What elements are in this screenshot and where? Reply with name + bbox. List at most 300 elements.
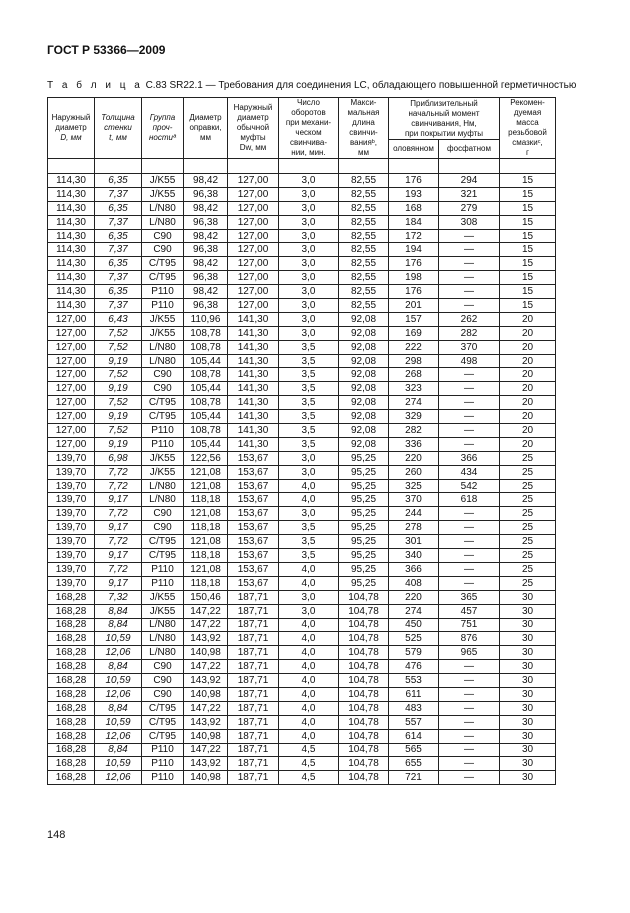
cell-dope-mass: 30 bbox=[500, 715, 556, 729]
cell-torque-tin: 274 bbox=[389, 396, 439, 410]
cell-torque-phosphate: — bbox=[439, 562, 500, 576]
cell-makeup-length: 104,78 bbox=[339, 757, 389, 771]
cell-torque-phosphate: 262 bbox=[439, 312, 500, 326]
cell-torque-phosphate: — bbox=[439, 521, 500, 535]
cell-torque-tin: 557 bbox=[389, 715, 439, 729]
cell-strength-group: C90 bbox=[142, 368, 184, 382]
cell-turns: 3,0 bbox=[279, 174, 339, 188]
cell-coupling-diameter: 187,71 bbox=[228, 674, 279, 688]
cell-drift-diameter: 108,78 bbox=[184, 368, 228, 382]
cell-turns: 3,0 bbox=[279, 465, 339, 479]
cell-torque-phosphate: — bbox=[439, 743, 500, 757]
cell-turns: 3,5 bbox=[279, 368, 339, 382]
cell-turns: 4,0 bbox=[279, 479, 339, 493]
cell-wall-thickness: 6,35 bbox=[95, 285, 142, 299]
cell-turns: 3,0 bbox=[279, 285, 339, 299]
cell-torque-phosphate: 308 bbox=[439, 215, 500, 229]
cell-makeup-length: 95,25 bbox=[339, 549, 389, 563]
cell-torque-tin: 278 bbox=[389, 521, 439, 535]
cell-makeup-length: 95,25 bbox=[339, 493, 389, 507]
cell-drift-diameter: 140,98 bbox=[184, 646, 228, 660]
cell-turns: 3,5 bbox=[279, 396, 339, 410]
table-row bbox=[48, 437, 556, 451]
table-row bbox=[48, 257, 556, 271]
cell-drift-diameter: 147,22 bbox=[184, 743, 228, 757]
cell-strength-group: C90 bbox=[142, 229, 184, 243]
col-header-makeup-length: Макси- мальная длина свинчи- ванияᵇ, мм bbox=[339, 98, 389, 159]
table-row bbox=[48, 701, 556, 715]
cell-drift-diameter: 96,38 bbox=[184, 243, 228, 257]
cell-drift-diameter: 121,08 bbox=[184, 535, 228, 549]
cell-turns: 4,0 bbox=[279, 701, 339, 715]
cell-strength-group: P110 bbox=[142, 771, 184, 785]
page-number: 148 bbox=[47, 829, 66, 841]
cell-wall-thickness: 10,59 bbox=[95, 715, 142, 729]
cell-drift-diameter: 110,96 bbox=[184, 312, 228, 326]
cell-coupling-diameter: 127,00 bbox=[228, 201, 279, 215]
cell-makeup-length: 92,08 bbox=[339, 382, 389, 396]
cell-torque-tin: 340 bbox=[389, 549, 439, 563]
cell-turns: 3,0 bbox=[279, 243, 339, 257]
cell-torque-tin: 366 bbox=[389, 562, 439, 576]
table-row bbox=[48, 493, 556, 507]
cell-torque-phosphate: — bbox=[439, 507, 500, 521]
cell-torque-tin: 450 bbox=[389, 618, 439, 632]
cell-drift-diameter: 108,78 bbox=[184, 326, 228, 340]
cell-dope-mass: 20 bbox=[500, 410, 556, 424]
cell-wall-thickness: 6,35 bbox=[95, 201, 142, 215]
cell-makeup-length: 95,25 bbox=[339, 576, 389, 590]
cell-torque-phosphate: 282 bbox=[439, 326, 500, 340]
cell-wall-thickness: 9,17 bbox=[95, 576, 142, 590]
cell-dope-mass: 15 bbox=[500, 271, 556, 285]
cell-wall-thickness: 7,37 bbox=[95, 215, 142, 229]
cell-dope-mass: 25 bbox=[500, 479, 556, 493]
cell-wall-thickness: 7,72 bbox=[95, 465, 142, 479]
cell-turns: 3,5 bbox=[279, 437, 339, 451]
cell-drift-diameter: 147,22 bbox=[184, 618, 228, 632]
cell-outer-diameter: 114,30 bbox=[48, 243, 95, 257]
cell-torque-phosphate: 321 bbox=[439, 187, 500, 201]
cell-wall-thickness: 9,17 bbox=[95, 549, 142, 563]
cell-coupling-diameter: 187,71 bbox=[228, 729, 279, 743]
table-row bbox=[48, 326, 556, 340]
cell-torque-tin: 298 bbox=[389, 354, 439, 368]
cell-outer-diameter: 168,28 bbox=[48, 687, 95, 701]
cell-coupling-diameter: 187,71 bbox=[228, 590, 279, 604]
cell-wall-thickness: 6,35 bbox=[95, 229, 142, 243]
cell-coupling-diameter: 141,30 bbox=[228, 326, 279, 340]
cell-turns: 3,5 bbox=[279, 382, 339, 396]
cell-drift-diameter: 108,78 bbox=[184, 340, 228, 354]
cell-torque-tin: 268 bbox=[389, 368, 439, 382]
cell-outer-diameter: 139,70 bbox=[48, 535, 95, 549]
cell-outer-diameter: 139,70 bbox=[48, 507, 95, 521]
cell-dope-mass: 15 bbox=[500, 174, 556, 188]
cell-coupling-diameter: 141,30 bbox=[228, 368, 279, 382]
cell-makeup-length: 82,55 bbox=[339, 174, 389, 188]
cell-makeup-length: 104,78 bbox=[339, 646, 389, 660]
cell-torque-phosphate: — bbox=[439, 229, 500, 243]
cell-coupling-diameter: 141,30 bbox=[228, 396, 279, 410]
cell-strength-group: J/K55 bbox=[142, 326, 184, 340]
col-header-turns: Число оборотов при механи- ческом свинчива- нии, мин. bbox=[279, 98, 339, 159]
cell-strength-group: P110 bbox=[142, 285, 184, 299]
cell-outer-diameter: 127,00 bbox=[48, 312, 95, 326]
cell-torque-tin: 157 bbox=[389, 312, 439, 326]
table-row bbox=[48, 687, 556, 701]
cell-strength-group: P110 bbox=[142, 299, 184, 313]
cell-torque-phosphate: 457 bbox=[439, 604, 500, 618]
cell-torque-phosphate: 965 bbox=[439, 646, 500, 660]
cell-torque-tin: 476 bbox=[389, 660, 439, 674]
cell-strength-group: C90 bbox=[142, 687, 184, 701]
cell-outer-diameter: 168,28 bbox=[48, 632, 95, 646]
cell-wall-thickness: 7,52 bbox=[95, 424, 142, 438]
table-row bbox=[48, 743, 556, 757]
cell-turns: 4,0 bbox=[279, 576, 339, 590]
cell-makeup-length: 92,08 bbox=[339, 326, 389, 340]
cell-outer-diameter: 139,70 bbox=[48, 562, 95, 576]
cell-makeup-length: 82,55 bbox=[339, 215, 389, 229]
cell-wall-thickness: 8,84 bbox=[95, 618, 142, 632]
cell-makeup-length: 104,78 bbox=[339, 715, 389, 729]
cell-dope-mass: 25 bbox=[500, 507, 556, 521]
cell-outer-diameter: 168,28 bbox=[48, 729, 95, 743]
cell-coupling-diameter: 187,71 bbox=[228, 701, 279, 715]
cell-wall-thickness: 7,52 bbox=[95, 326, 142, 340]
cell-turns: 3,0 bbox=[279, 299, 339, 313]
cell-wall-thickness: 10,59 bbox=[95, 632, 142, 646]
cell-drift-diameter: 121,08 bbox=[184, 507, 228, 521]
cell-torque-phosphate: 294 bbox=[439, 174, 500, 188]
cell-dope-mass: 20 bbox=[500, 326, 556, 340]
cell-torque-tin: 323 bbox=[389, 382, 439, 396]
table-row bbox=[48, 229, 556, 243]
cell-turns: 4,0 bbox=[279, 562, 339, 576]
cell-torque-tin: 169 bbox=[389, 326, 439, 340]
cell-torque-phosphate: — bbox=[439, 243, 500, 257]
table-body bbox=[48, 159, 556, 785]
cell-wall-thickness: 8,84 bbox=[95, 701, 142, 715]
col-header-coupling-diameter: Наружный диаметр обычной муфты Dw, мм bbox=[228, 98, 279, 159]
cell-strength-group: C/T95 bbox=[142, 535, 184, 549]
cell-dope-mass: 30 bbox=[500, 618, 556, 632]
cell-drift-diameter: 118,18 bbox=[184, 576, 228, 590]
table-row bbox=[48, 243, 556, 257]
cell-outer-diameter: 114,30 bbox=[48, 285, 95, 299]
cell-drift-diameter: 105,44 bbox=[184, 354, 228, 368]
cell-outer-diameter: 127,00 bbox=[48, 410, 95, 424]
cell-torque-tin: 244 bbox=[389, 507, 439, 521]
cell-turns: 3,0 bbox=[279, 187, 339, 201]
table-row bbox=[48, 340, 556, 354]
cell-dope-mass: 20 bbox=[500, 354, 556, 368]
cell-outer-diameter: 139,70 bbox=[48, 576, 95, 590]
cell-dope-mass: 25 bbox=[500, 535, 556, 549]
cell-torque-phosphate: 751 bbox=[439, 618, 500, 632]
cell-dope-mass: 15 bbox=[500, 201, 556, 215]
table-row bbox=[48, 312, 556, 326]
cell-torque-tin: 201 bbox=[389, 299, 439, 313]
cell-wall-thickness: 9,17 bbox=[95, 493, 142, 507]
cell-torque-tin: 176 bbox=[389, 257, 439, 271]
cell-dope-mass: 15 bbox=[500, 299, 556, 313]
cell-drift-diameter: 96,38 bbox=[184, 299, 228, 313]
cell-dope-mass: 30 bbox=[500, 743, 556, 757]
cell-turns: 3,0 bbox=[279, 507, 339, 521]
cell-outer-diameter: 168,28 bbox=[48, 715, 95, 729]
caption-prefix: Т а б л и ц а bbox=[47, 80, 143, 91]
cell-torque-phosphate: — bbox=[439, 535, 500, 549]
cell-dope-mass: 30 bbox=[500, 687, 556, 701]
cell-torque-phosphate: — bbox=[439, 549, 500, 563]
cell-outer-diameter: 139,70 bbox=[48, 521, 95, 535]
cell-drift-diameter: 143,92 bbox=[184, 632, 228, 646]
cell-wall-thickness: 9,19 bbox=[95, 437, 142, 451]
cell-wall-thickness: 6,43 bbox=[95, 312, 142, 326]
cell-drift-diameter: 147,22 bbox=[184, 604, 228, 618]
cell-strength-group: J/K55 bbox=[142, 187, 184, 201]
cell-coupling-diameter: 153,67 bbox=[228, 562, 279, 576]
cell-wall-thickness: 7,52 bbox=[95, 368, 142, 382]
cell-strength-group: C/T95 bbox=[142, 715, 184, 729]
cell-strength-group: C90 bbox=[142, 660, 184, 674]
cell-torque-phosphate: — bbox=[439, 771, 500, 785]
cell-makeup-length: 95,25 bbox=[339, 465, 389, 479]
cell-coupling-diameter: 127,00 bbox=[228, 257, 279, 271]
cell-coupling-diameter: 187,71 bbox=[228, 757, 279, 771]
cell-makeup-length: 82,55 bbox=[339, 285, 389, 299]
table-row bbox=[48, 729, 556, 743]
cell-wall-thickness: 7,37 bbox=[95, 187, 142, 201]
cell-strength-group: C/T95 bbox=[142, 410, 184, 424]
caption-text: C.83 SR22.1 — Требования для соединения LC, обладающего повышенной герметичностью bbox=[145, 80, 577, 91]
cell-turns: 3,0 bbox=[279, 312, 339, 326]
cell-makeup-length: 82,55 bbox=[339, 299, 389, 313]
cell-torque-tin: 655 bbox=[389, 757, 439, 771]
cell-outer-diameter: 168,28 bbox=[48, 618, 95, 632]
cell-outer-diameter: 114,30 bbox=[48, 201, 95, 215]
cell-torque-tin: 525 bbox=[389, 632, 439, 646]
table-row bbox=[48, 451, 556, 465]
cell-makeup-length: 95,25 bbox=[339, 535, 389, 549]
cell-torque-tin: 274 bbox=[389, 604, 439, 618]
cell-torque-tin: 325 bbox=[389, 479, 439, 493]
table-row bbox=[48, 618, 556, 632]
cell-dope-mass: 20 bbox=[500, 382, 556, 396]
cell-torque-tin: 198 bbox=[389, 271, 439, 285]
cell-turns: 3,5 bbox=[279, 354, 339, 368]
cell-drift-diameter: 105,44 bbox=[184, 410, 228, 424]
cell-drift-diameter: 121,08 bbox=[184, 465, 228, 479]
cell-dope-mass: 30 bbox=[500, 701, 556, 715]
table-row bbox=[48, 771, 556, 785]
col-header-phosphate-coating: фосфатном bbox=[439, 140, 500, 159]
cell-turns: 4,0 bbox=[279, 674, 339, 688]
cell-drift-diameter: 98,42 bbox=[184, 285, 228, 299]
cell-wall-thickness: 7,72 bbox=[95, 535, 142, 549]
cell-makeup-length: 82,55 bbox=[339, 229, 389, 243]
cell-torque-tin: 565 bbox=[389, 743, 439, 757]
cell-coupling-diameter: 187,71 bbox=[228, 715, 279, 729]
cell-wall-thickness: 7,32 bbox=[95, 590, 142, 604]
cell-outer-diameter: 139,70 bbox=[48, 479, 95, 493]
cell-coupling-diameter: 127,00 bbox=[228, 285, 279, 299]
cell-turns: 4,5 bbox=[279, 771, 339, 785]
table-row bbox=[48, 549, 556, 563]
table-row bbox=[48, 465, 556, 479]
cell-outer-diameter: 168,28 bbox=[48, 743, 95, 757]
cell-dope-mass: 20 bbox=[500, 312, 556, 326]
cell-torque-tin: 220 bbox=[389, 451, 439, 465]
cell-drift-diameter: 98,42 bbox=[184, 174, 228, 188]
table-row bbox=[48, 535, 556, 549]
cell-drift-diameter: 121,08 bbox=[184, 562, 228, 576]
cell-strength-group: C/T95 bbox=[142, 257, 184, 271]
cell-dope-mass: 25 bbox=[500, 465, 556, 479]
cell-dope-mass: 25 bbox=[500, 549, 556, 563]
cell-wall-thickness: 8,84 bbox=[95, 604, 142, 618]
cell-coupling-diameter: 141,30 bbox=[228, 410, 279, 424]
cell-wall-thickness: 7,37 bbox=[95, 271, 142, 285]
cell-drift-diameter: 118,18 bbox=[184, 549, 228, 563]
cell-torque-phosphate: — bbox=[439, 757, 500, 771]
cell-strength-group: L/N80 bbox=[142, 646, 184, 660]
table-row bbox=[48, 271, 556, 285]
cell-torque-phosphate: — bbox=[439, 729, 500, 743]
cell-strength-group: L/N80 bbox=[142, 215, 184, 229]
cell-turns: 3,5 bbox=[279, 535, 339, 549]
cell-makeup-length: 92,08 bbox=[339, 368, 389, 382]
cell-coupling-diameter: 153,67 bbox=[228, 479, 279, 493]
table-row bbox=[48, 354, 556, 368]
cell-coupling-diameter: 153,67 bbox=[228, 465, 279, 479]
cell-dope-mass: 30 bbox=[500, 646, 556, 660]
cell-coupling-diameter: 127,00 bbox=[228, 187, 279, 201]
table-row bbox=[48, 215, 556, 229]
cell-torque-phosphate: 366 bbox=[439, 451, 500, 465]
cell-dope-mass: 15 bbox=[500, 285, 556, 299]
cell-torque-phosphate: — bbox=[439, 424, 500, 438]
cell-makeup-length: 104,78 bbox=[339, 701, 389, 715]
cell-coupling-diameter: 141,30 bbox=[228, 382, 279, 396]
cell-dope-mass: 30 bbox=[500, 674, 556, 688]
cell-wall-thickness: 6,35 bbox=[95, 174, 142, 188]
table-row bbox=[48, 201, 556, 215]
cell-torque-phosphate: — bbox=[439, 285, 500, 299]
cell-turns: 3,5 bbox=[279, 424, 339, 438]
cell-turns: 3,0 bbox=[279, 257, 339, 271]
cell-torque-tin: 408 bbox=[389, 576, 439, 590]
cell-outer-diameter: 139,70 bbox=[48, 465, 95, 479]
document-header: ГОСТ Р 53366—2009 bbox=[47, 43, 166, 57]
cell-torque-tin: 370 bbox=[389, 493, 439, 507]
cell-coupling-diameter: 187,71 bbox=[228, 646, 279, 660]
cell-makeup-length: 92,08 bbox=[339, 354, 389, 368]
cell-turns: 4,5 bbox=[279, 743, 339, 757]
cell-outer-diameter: 114,30 bbox=[48, 271, 95, 285]
cell-makeup-length: 104,78 bbox=[339, 674, 389, 688]
cell-drift-diameter: 98,42 bbox=[184, 201, 228, 215]
cell-strength-group: L/N80 bbox=[142, 632, 184, 646]
cell-makeup-length: 95,25 bbox=[339, 507, 389, 521]
cell-strength-group: L/N80 bbox=[142, 354, 184, 368]
cell-strength-group: C/T95 bbox=[142, 549, 184, 563]
cell-strength-group: L/N80 bbox=[142, 201, 184, 215]
cell-drift-diameter: 96,38 bbox=[184, 271, 228, 285]
cell-dope-mass: 30 bbox=[500, 660, 556, 674]
cell-wall-thickness: 8,84 bbox=[95, 660, 142, 674]
cell-coupling-diameter: 153,67 bbox=[228, 535, 279, 549]
cell-outer-diameter: 114,30 bbox=[48, 215, 95, 229]
table-row bbox=[48, 479, 556, 493]
cell-torque-phosphate: 279 bbox=[439, 201, 500, 215]
table-row bbox=[48, 396, 556, 410]
cell-strength-group: C90 bbox=[142, 521, 184, 535]
cell-strength-group: C/T95 bbox=[142, 396, 184, 410]
cell-torque-phosphate: — bbox=[439, 396, 500, 410]
cell-makeup-length: 92,08 bbox=[339, 437, 389, 451]
cell-makeup-length: 92,08 bbox=[339, 312, 389, 326]
table-row bbox=[48, 410, 556, 424]
cell-outer-diameter: 127,00 bbox=[48, 326, 95, 340]
cell-turns: 3,0 bbox=[279, 271, 339, 285]
cell-torque-tin: 329 bbox=[389, 410, 439, 424]
cell-makeup-length: 82,55 bbox=[339, 201, 389, 215]
cell-outer-diameter: 127,00 bbox=[48, 382, 95, 396]
cell-strength-group: P110 bbox=[142, 437, 184, 451]
cell-coupling-diameter: 153,67 bbox=[228, 493, 279, 507]
table-row bbox=[48, 632, 556, 646]
cell-coupling-diameter: 141,30 bbox=[228, 312, 279, 326]
cell-strength-group: L/N80 bbox=[142, 493, 184, 507]
cell-torque-tin: 194 bbox=[389, 243, 439, 257]
cell-coupling-diameter: 187,71 bbox=[228, 632, 279, 646]
cell-turns: 4,0 bbox=[279, 715, 339, 729]
cell-dope-mass: 30 bbox=[500, 729, 556, 743]
col-header-tin-coating: оловянном bbox=[389, 140, 439, 159]
table-row bbox=[48, 604, 556, 618]
cell-turns: 3,5 bbox=[279, 410, 339, 424]
cell-dope-mass: 15 bbox=[500, 243, 556, 257]
cell-coupling-diameter: 127,00 bbox=[228, 229, 279, 243]
cell-turns: 3,0 bbox=[279, 201, 339, 215]
table-row bbox=[48, 562, 556, 576]
cell-turns: 4,0 bbox=[279, 646, 339, 660]
cell-coupling-diameter: 127,00 bbox=[228, 174, 279, 188]
cell-turns: 3,0 bbox=[279, 451, 339, 465]
cell-torque-tin: 193 bbox=[389, 187, 439, 201]
cell-wall-thickness: 9,17 bbox=[95, 521, 142, 535]
table-row bbox=[48, 576, 556, 590]
cell-makeup-length: 104,78 bbox=[339, 604, 389, 618]
cell-makeup-length: 104,78 bbox=[339, 743, 389, 757]
cell-strength-group: P110 bbox=[142, 757, 184, 771]
cell-coupling-diameter: 153,67 bbox=[228, 451, 279, 465]
cell-wall-thickness: 10,59 bbox=[95, 674, 142, 688]
table-row bbox=[48, 285, 556, 299]
cell-coupling-diameter: 187,71 bbox=[228, 743, 279, 757]
table-row bbox=[48, 174, 556, 188]
cell-torque-phosphate: — bbox=[439, 715, 500, 729]
cell-outer-diameter: 127,00 bbox=[48, 424, 95, 438]
cell-wall-thickness: 6,98 bbox=[95, 451, 142, 465]
col-header-strength-group: Группа проч- ностиª bbox=[142, 98, 184, 159]
cell-turns: 3,0 bbox=[279, 604, 339, 618]
cell-turns: 4,0 bbox=[279, 618, 339, 632]
cell-makeup-length: 82,55 bbox=[339, 271, 389, 285]
